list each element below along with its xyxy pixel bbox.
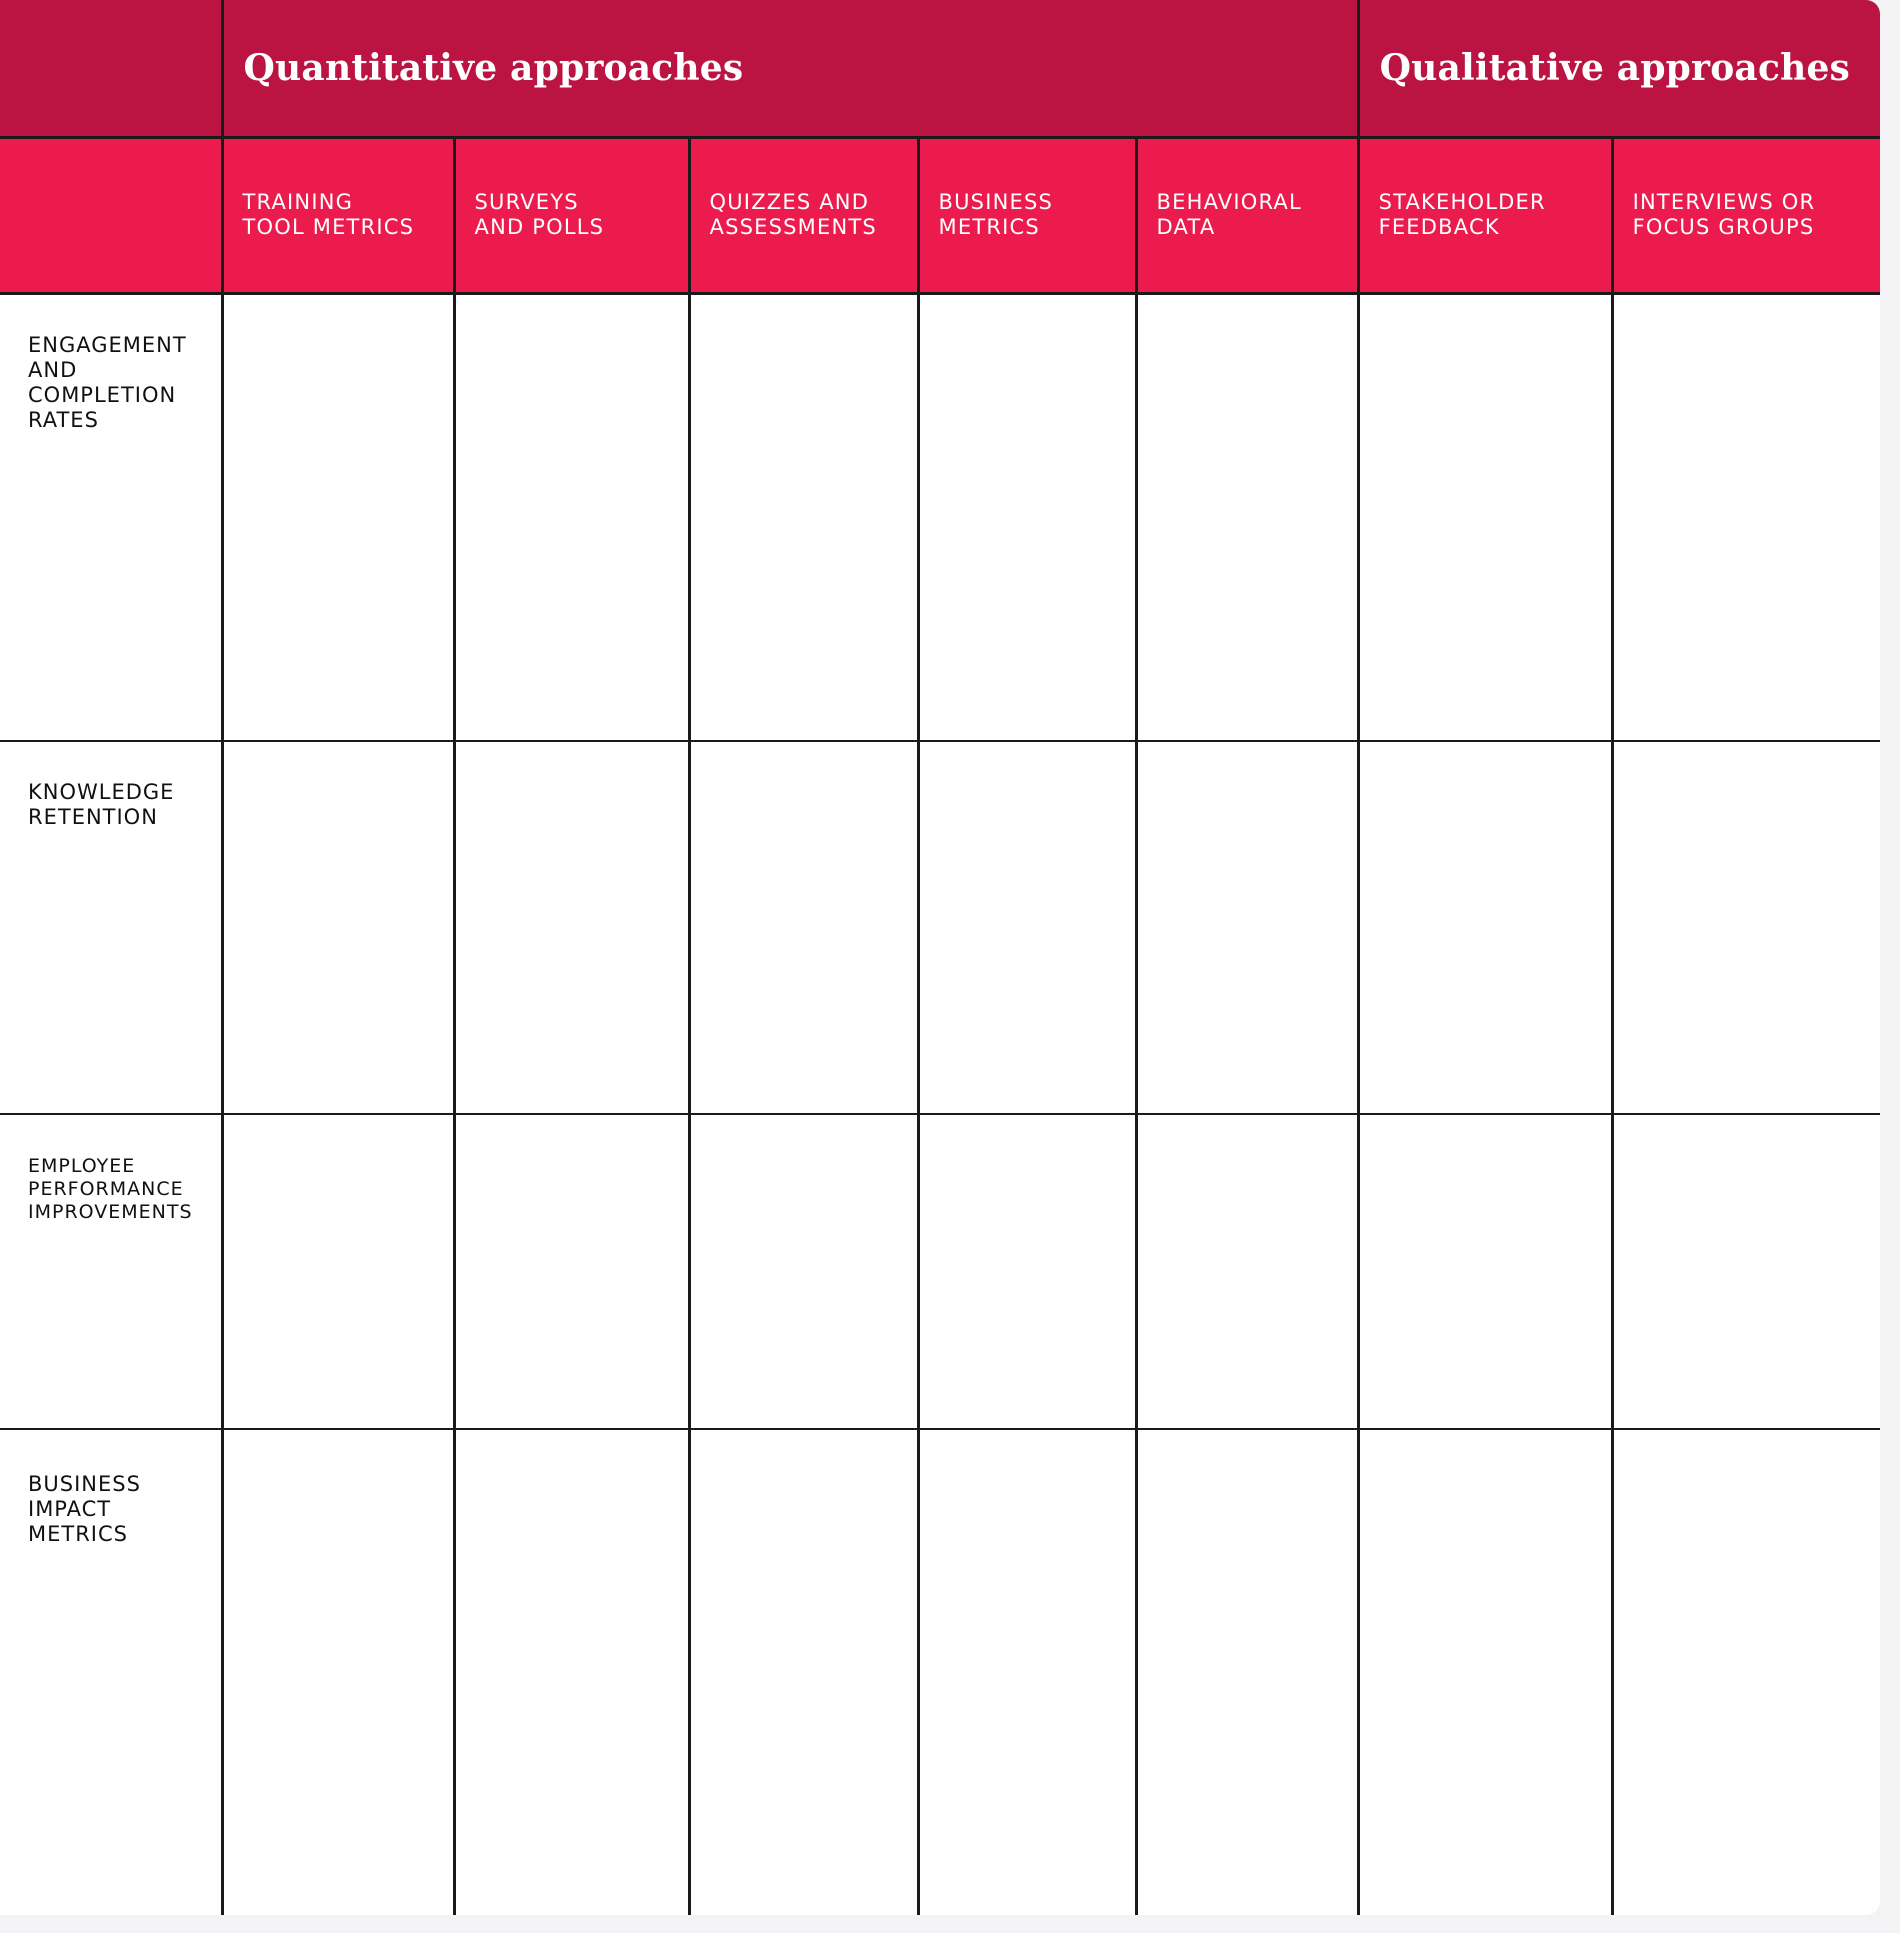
matrix-cell bbox=[222, 1114, 454, 1429]
group-header-corner bbox=[0, 0, 222, 137]
method-line: DATA bbox=[1156, 215, 1216, 240]
row-label-line: ENGAGEMENT bbox=[28, 332, 187, 357]
row-label-line: EMPLOYEE bbox=[28, 1154, 136, 1177]
matrix-cell bbox=[1612, 293, 1880, 741]
method-line: ASSESSMENTS bbox=[709, 215, 877, 240]
method-header-stakeholder-feedback bbox=[1358, 137, 1612, 293]
matrix-cell bbox=[1358, 1429, 1612, 1915]
method-header-business-metrics bbox=[918, 137, 1136, 293]
row-label-line: AND bbox=[28, 357, 78, 382]
method-line: TOOL METRICS bbox=[242, 215, 415, 240]
matrix-cell bbox=[689, 1114, 918, 1429]
row-label-line: RATES bbox=[28, 407, 99, 432]
matrix-cell bbox=[1136, 293, 1358, 741]
row-label-line: COMPLETION bbox=[28, 382, 177, 407]
method-line: BUSINESS bbox=[938, 190, 1054, 215]
method-header-quizzes-and-assessments bbox=[689, 137, 918, 293]
method-line: BEHAVIORAL bbox=[1156, 190, 1302, 215]
matrix-cell bbox=[1358, 741, 1612, 1114]
method-line: METRICS bbox=[938, 215, 1040, 240]
matrix-cell bbox=[222, 293, 454, 741]
table-row bbox=[0, 293, 1880, 741]
matrix-cell bbox=[1136, 1429, 1358, 1915]
matrix-cell bbox=[1612, 1114, 1880, 1429]
matrix-cell bbox=[1612, 1429, 1880, 1915]
matrix-cell bbox=[689, 293, 918, 741]
method-line: INTERVIEWS OR bbox=[1632, 190, 1816, 215]
matrix-cell bbox=[1612, 741, 1880, 1114]
method-line: SURVEYS bbox=[474, 190, 579, 215]
method-line: TRAINING bbox=[242, 190, 354, 215]
matrix-cell bbox=[918, 741, 1136, 1114]
matrix-cell bbox=[689, 741, 918, 1114]
group-header-qualitative: Qualitative approaches bbox=[1358, 0, 1880, 137]
matrix-cell bbox=[454, 1114, 689, 1429]
matrix-cell bbox=[918, 1429, 1136, 1915]
method-header-surveys-and-polls bbox=[454, 137, 689, 293]
matrix-cell bbox=[1358, 1114, 1612, 1429]
matrix-cell bbox=[1136, 1114, 1358, 1429]
table-row bbox=[0, 1429, 1880, 1915]
method-header-behavioral-data bbox=[1136, 137, 1358, 293]
method-line: AND POLLS bbox=[474, 215, 605, 240]
row-label-line: KNOWLEDGE bbox=[28, 780, 175, 805]
matrix-cell bbox=[1136, 741, 1358, 1114]
group-header-row bbox=[0, 0, 1880, 137]
method-header-training-tool-metrics bbox=[222, 137, 454, 293]
group-header-quantitative: Quantitative approaches bbox=[222, 0, 1358, 137]
matrix-cell bbox=[454, 293, 689, 741]
matrix-cell bbox=[454, 1429, 689, 1915]
row-label-line: IMPROVEMENTS bbox=[28, 1200, 193, 1223]
method-header-interviews-or-focus-groups bbox=[1612, 137, 1880, 293]
row-label-engagement-and-completion-rates bbox=[0, 293, 222, 741]
method-header-corner bbox=[0, 137, 222, 293]
row-label-line: RETENTION bbox=[28, 805, 158, 830]
row-label-line: METRICS bbox=[28, 1522, 128, 1547]
matrix-cell bbox=[689, 1429, 918, 1915]
row-label-knowledge-retention bbox=[0, 741, 222, 1114]
method-line: STAKEHOLDER bbox=[1378, 190, 1546, 215]
method-header-row bbox=[0, 137, 1880, 293]
row-label-employee-performance-improvements bbox=[0, 1114, 222, 1429]
method-line: FOCUS GROUPS bbox=[1632, 215, 1815, 240]
matrix-cell bbox=[918, 1114, 1136, 1429]
row-label-business-impact-metrics bbox=[0, 1429, 222, 1915]
matrix-cell bbox=[918, 293, 1136, 741]
matrix-cell bbox=[1358, 293, 1612, 741]
matrix-cell bbox=[454, 741, 689, 1114]
row-label-line: BUSINESS bbox=[28, 1472, 141, 1497]
row-label-line: PERFORMANCE bbox=[28, 1177, 184, 1200]
matrix-cell bbox=[222, 741, 454, 1114]
method-line: QUIZZES AND bbox=[709, 190, 870, 215]
method-line: FEEDBACK bbox=[1378, 215, 1500, 240]
table-row bbox=[0, 741, 1880, 1114]
table-row bbox=[0, 1114, 1880, 1429]
row-label-line: IMPACT bbox=[28, 1497, 112, 1522]
matrix-cell bbox=[222, 1429, 454, 1915]
